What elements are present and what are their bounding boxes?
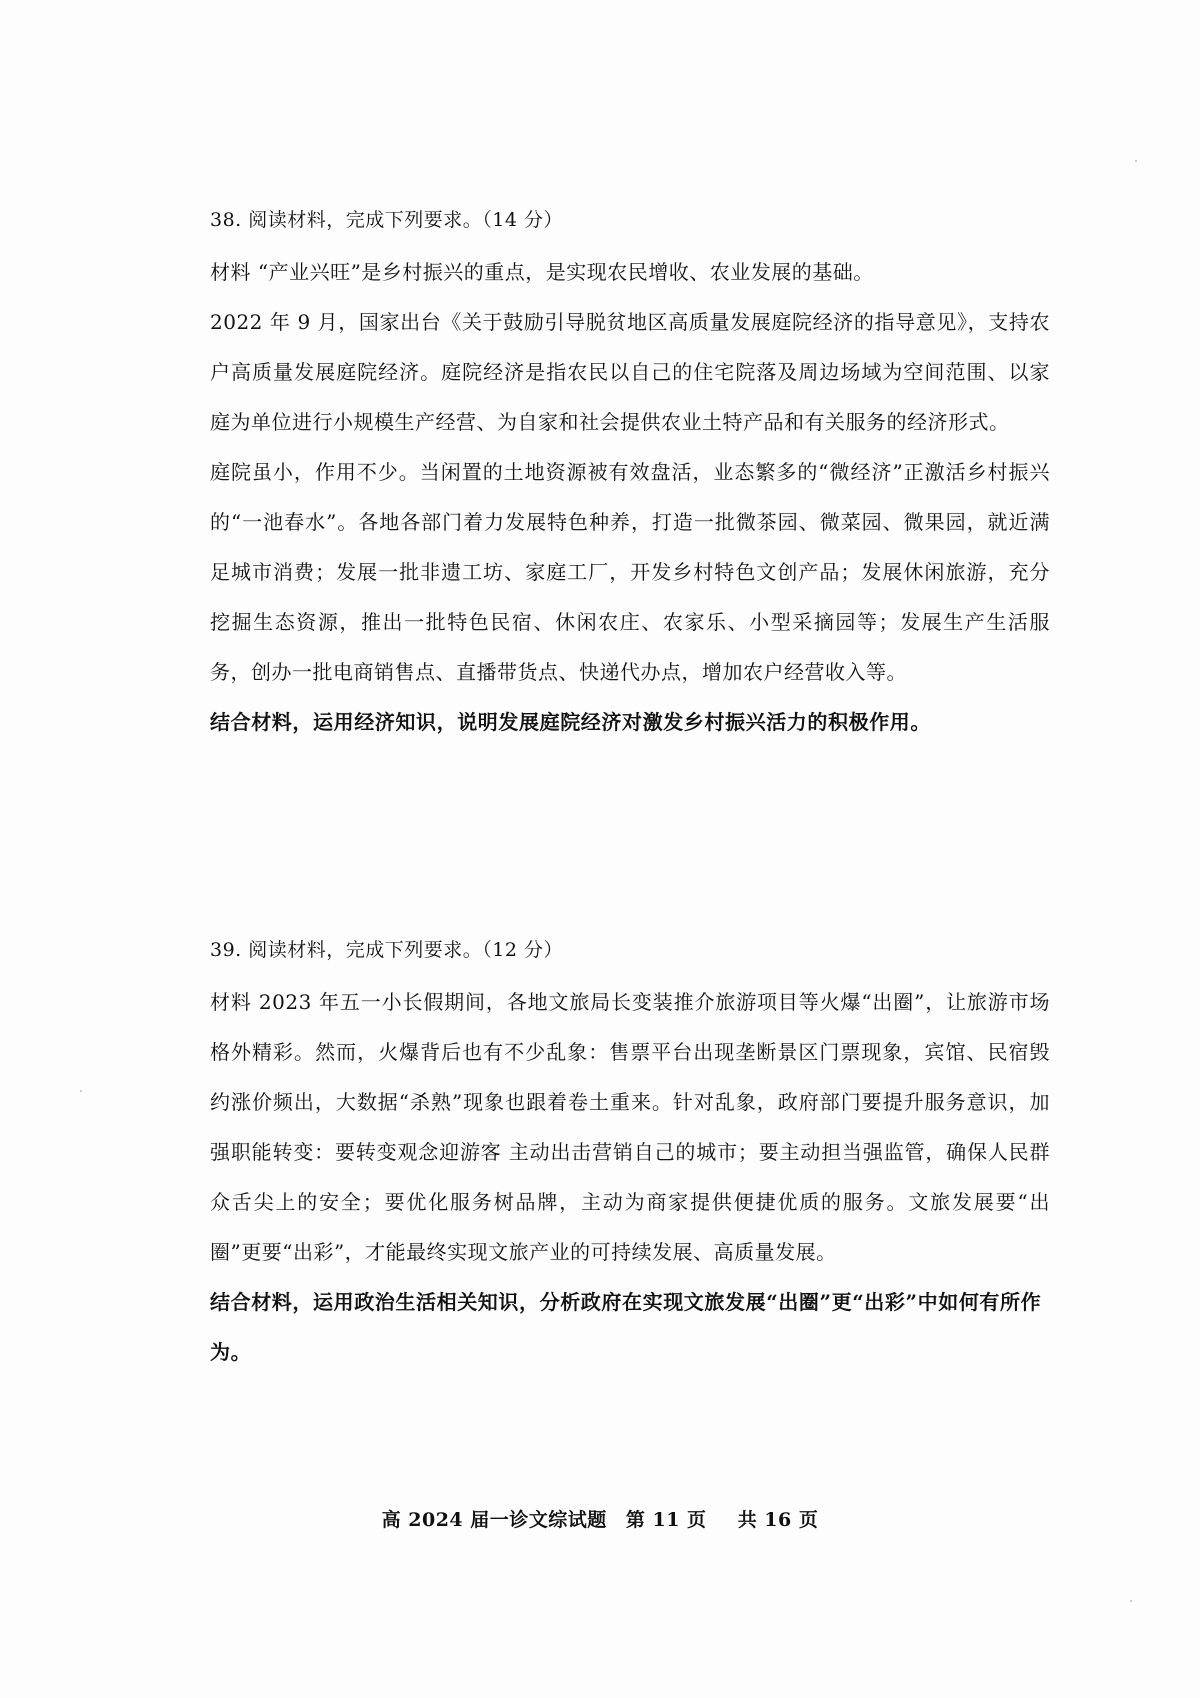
question-39-prompt: 结合材料，运用政治生活相关知识，分析政府在实现文旅发展“出圈”更“出彩”中如何有所作为。 bbox=[210, 1290, 1042, 1364]
footer-total-pages: 共 16 页 bbox=[737, 1509, 819, 1531]
question-38-material-paragraph: 2022 年 9 月，国家出台《关于鼓励引导脱贫地区高质量发展庭院经济的指导意见》，支持农户高质量发展庭院经济。庭院经济是指农民以自己的住宅院落及周边场域为空间范围、以家庭为单位进行小规模生产经营、为自家和社会提供农业土特产品和有关服务的经济形式。 bbox=[210, 310, 1050, 434]
scan-speck bbox=[1135, 160, 1137, 162]
scan-speck bbox=[80, 1090, 82, 1092]
question-39-title: 39. 阅读材料，完成下列要求。（12 分） bbox=[210, 939, 563, 961]
scan-speck bbox=[1130, 1600, 1132, 1602]
question-38-prompt: 结合材料，运用经济知识，说明发展庭院经济对激发乡村振兴活力的积极作用。 bbox=[210, 710, 931, 734]
question-38-material-paragraph: 庭院虽小，作用不少。当闲置的土地资源被有效盘活，业态繁多的“微经济”正激活乡村振兴的“一池春水”。各地各部门着力发展特色种养，打造一批微茶园、微菜园、微果园，就近满足城市消费；发展一批非遗工坊、家庭工厂，开发乡村特色文创产品；发展休闲旅游，充分挖掘生态资源，推出一批特色民宿、休闲农庄、农家乐、小型采摘园等；发展生产生活服务，创办一批电商销售点、直播带货点、快递代办点，增加农户经营收入等。 bbox=[210, 460, 1050, 684]
question-39 bbox=[210, 937, 1050, 1377]
question-38-title: 38. 阅读材料，完成下列要求。（14 分） bbox=[210, 209, 563, 231]
question-39-material-paragraph: 材料 2023 年五一小长假期间，各地文旅局长变装推介旅游项目等火爆“出圈”，让旅游市场格外精彩。然而，火爆背后也有不少乱象：售票平台出现垄断景区门票现象，宾馆、民宿毁约涨价频出，大数据“杀熟”现象也跟着卷土重来。针对乱象，政府部门要提升服务意识，加强职能转变：要转变观念迎游客 主动出击营销自己的城市；要主动担当强监管，确保人民群众舌尖上的安全；要优化服务树品牌，主动为商家提供便捷优质的服务。文旅发展要“出圈”更要“出彩”，才能最终实现文旅产业的可持续发展、高质量发展。 bbox=[210, 990, 1050, 1264]
footer-exam-title: 高 2024 届一诊文综试题 bbox=[381, 1509, 607, 1531]
page-footer bbox=[0, 1505, 1200, 1532]
question-38-material-intro: 材料 “产业兴旺”是乡村振兴的重点，是实现农民增收、农业发展的基础。 bbox=[210, 260, 874, 284]
question-38 bbox=[210, 207, 1050, 747]
footer-page-number: 第 11 页 bbox=[625, 1509, 707, 1531]
